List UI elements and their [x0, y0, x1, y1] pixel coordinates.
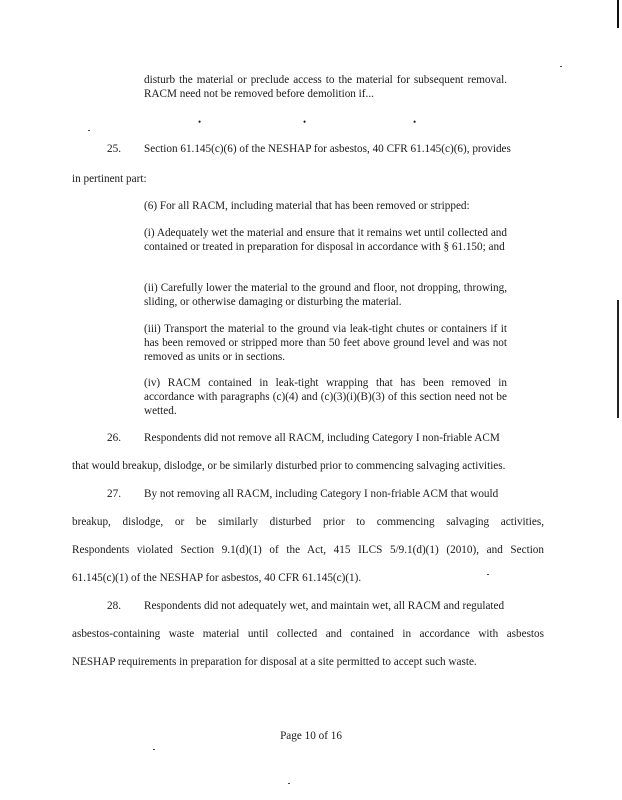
regulation-item-i: (i) Adequately wet the material and ensure that it remains wet until collected and contained or treated in preparation for disposal in accordance with § 61.150; and: [144, 227, 507, 253]
ellipsis-bullet: •: [413, 117, 417, 127]
scan-speck: [560, 66, 562, 67]
regulation-item-iv: (iv) RACM contained in leak-tight wrapping that has been removed in accordance with paragraphs (c)(4) and (c)(3)(i)(B)(3) of this section need not be wetted.: [144, 377, 507, 417]
paragraph-text: By not removing all RACM, including Category I non-friable ACM that would: [144, 488, 499, 500]
paragraph-text: NESHAP requirements in preparation for disposal at a site permitted to accept such waste.: [72, 656, 477, 668]
quote-continuation: disturb the material or preclude access to the material for subsequent removal. RACM need not be removed before demolition if...: [144, 74, 507, 100]
paragraph-text: breakup, dislodge, or be similarly disturbed prior to commencing salvaging activities,: [72, 516, 544, 528]
paragraph-text: Section 61.145(c)(6) of the NESHAP for asbestos, 40 CFR 61.145(c)(6), provides: [144, 143, 511, 155]
paragraph-text: Respondents violated Section 9.1(d)(1) of the Act, 415 ILCS 5/9.1(d)(1) (2010), and Section: [72, 544, 544, 556]
paragraph-text: Respondents did not remove all RACM, including Category I non-friable ACM: [144, 432, 500, 444]
scan-speck: [487, 574, 489, 575]
paragraph-number: 25.: [107, 143, 121, 155]
paragraph-text: 61.145(c)(1) of the NESHAP for asbestos, 40 CFR 61.145(c)(1).: [72, 572, 362, 584]
paragraph-text: in pertinent part:: [72, 173, 147, 185]
regulation-item-iii: (iii) Transport the material to the ground via leak-tight chutes or containers if it has been removed or stripped more than 50 feet above ground level and was not removed as units or in sections.: [144, 323, 507, 363]
page-number-footer: Page 10 of 16: [280, 730, 342, 742]
regulation-item-ii: (ii) Carefully lower the material to the ground and floor, not dropping, throwing, sliding, or otherwise damaging or disturbing the material.: [144, 282, 507, 308]
scan-margin-mark: [617, 300, 619, 418]
paragraph-text: that would breakup, dislodge, or be similarly disturbed prior to commencing salvaging activities.: [72, 460, 506, 472]
paragraph-number: 26.: [107, 432, 121, 444]
paragraph-text: Respondents did not adequately wet, and maintain wet, all RACM and regulated: [144, 600, 505, 612]
scan-speck: [288, 783, 290, 784]
scan-speck: [88, 130, 90, 131]
ellipsis-bullet: •: [303, 117, 307, 127]
ellipsis-bullet: •: [198, 117, 202, 127]
regulation-heading: (6) For all RACM, including material that has been removed or stripped:: [144, 200, 470, 212]
scan-margin-mark: [617, 0, 619, 28]
scan-speck: [153, 749, 155, 750]
paragraph-text: asbestos-containing waste material until collected and contained in accordance with asbestos: [72, 628, 544, 640]
paragraph-number: 28.: [107, 600, 121, 612]
paragraph-number: 27.: [107, 488, 121, 500]
